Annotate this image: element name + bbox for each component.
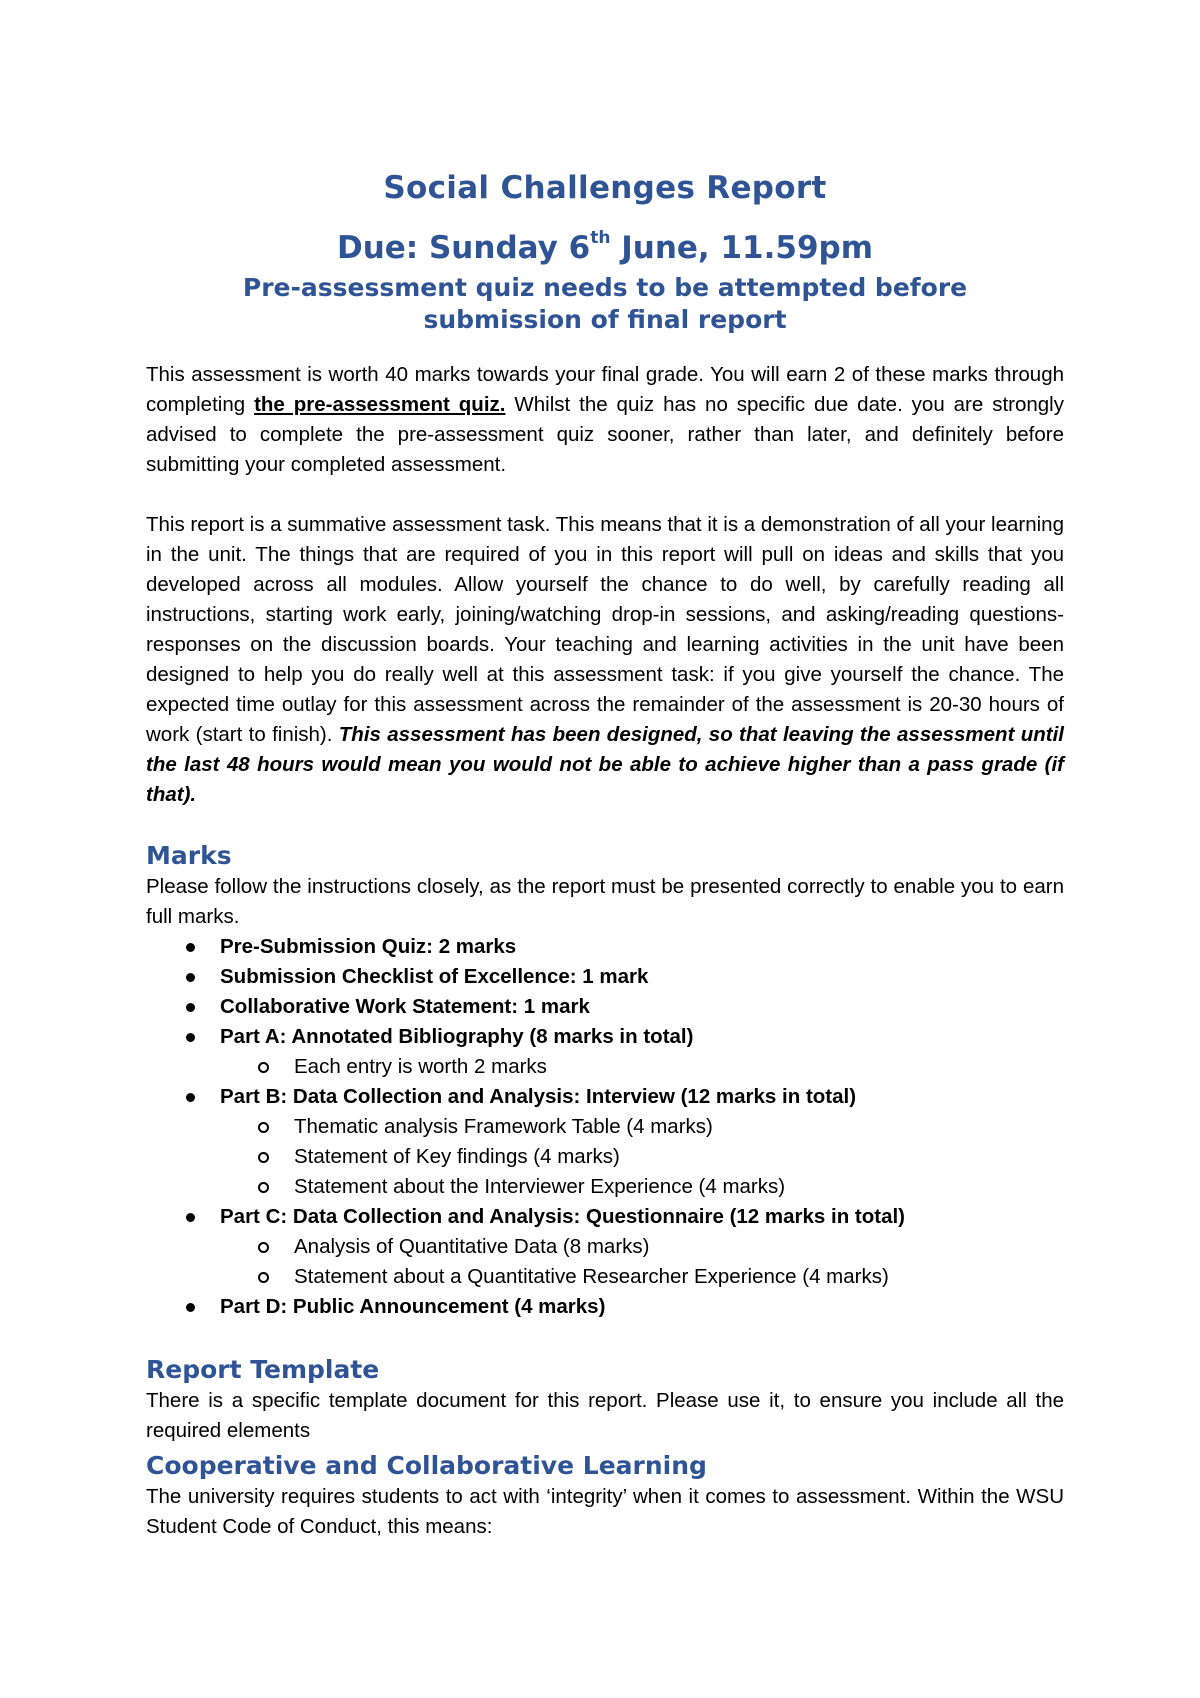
marks-list-item	[146, 1292, 1064, 1322]
subtitle-line-1: Pre-assessment quiz needs to be attempted before	[242, 273, 968, 302]
marks-subitem-label: Thematic analysis Framework Table (4 marks)	[294, 1115, 713, 1138]
marks-subitem-label: Statement about the Interviewer Experience (4 marks)	[294, 1175, 786, 1198]
marks-item-label: Pre-Submission Quiz: 2 marks	[220, 935, 517, 958]
marks-list-item	[146, 1022, 1064, 1082]
marks-sublist-item	[220, 1172, 1064, 1202]
bullet-icon	[186, 973, 195, 982]
bullet-icon	[186, 943, 195, 952]
intro-paragraph-1	[146, 360, 1064, 480]
marks-item-label: Submission Checklist of Excellence: 1 mark	[220, 965, 649, 988]
marks-heading: Marks	[146, 841, 232, 870]
bullet-icon	[186, 1093, 195, 1102]
marks-list-item	[146, 1202, 1064, 1292]
hollow-bullet-icon	[258, 1242, 269, 1253]
marks-item-label: Part B: Data Collection and Analysis: Interview (12 marks in total)	[220, 1085, 857, 1108]
marks-list	[146, 932, 1064, 1322]
marks-sublist-item	[220, 1142, 1064, 1172]
marks-sublist-item	[220, 1112, 1064, 1142]
marks-subitem-label: Statement of Key findings (4 marks)	[294, 1145, 620, 1168]
marks-sublist	[220, 1232, 1064, 1292]
bullet-icon	[186, 1033, 195, 1042]
hollow-bullet-icon	[258, 1062, 269, 1073]
document-content	[146, 168, 1064, 1542]
intro-p2-emphasis: This assessment has been designed, so that leaving the assessment until the last 48 hours would mean you would not be able to achieve higher than a pass grade (if that).	[146, 723, 1064, 806]
intro-p1-text-a: This assessment is worth 40 marks towards your final grade. You will earn 2 of these marks through completing	[146, 363, 1064, 416]
marks-list-item	[146, 932, 1064, 962]
collaborative-learning-text: The university requires students to act with ‘integrity’ when it comes to assessment. Within the WSU Student Code of Conduct, this means:	[146, 1485, 1064, 1538]
hollow-bullet-icon	[258, 1122, 269, 1133]
hollow-bullet-icon	[258, 1272, 269, 1283]
bullet-icon	[186, 1213, 195, 1222]
marks-sublist	[220, 1112, 1064, 1202]
hollow-bullet-icon	[258, 1182, 269, 1193]
marks-item-label: Part C: Data Collection and Analysis: Questionnaire (12 marks in total)	[220, 1205, 906, 1228]
document-title: Social Challenges Report	[383, 170, 827, 206]
document-subtitle	[146, 272, 1064, 336]
due-date-ordinal: th	[590, 227, 611, 248]
due-date-prefix: Due: Sunday 6	[336, 230, 591, 266]
marks-list-item	[146, 1082, 1064, 1202]
subtitle-line-2: submission of final report	[423, 305, 787, 334]
marks-list-item	[146, 992, 1064, 1022]
marks-item-label: Collaborative Work Statement: 1 mark	[220, 995, 590, 1018]
marks-intro: Please follow the instructions closely, as the report must be presented correctly to enable you to earn full marks.	[146, 875, 1064, 928]
intro-p1-text-b: Whilst the quiz has no specific due date. you are strongly advised to complete the pre-assessment quiz sooner, rather than later, and definitely before submitting your completed assessment.	[146, 393, 1064, 476]
pre-assessment-quiz-link[interactable]: the pre-assessment quiz.	[254, 393, 506, 416]
marks-sublist-item	[220, 1262, 1064, 1292]
hollow-bullet-icon	[258, 1152, 269, 1163]
bullet-icon	[186, 1303, 195, 1312]
report-template-text: There is a specific template document for this report. Please use it, to ensure you include all the required elements	[146, 1389, 1064, 1442]
marks-item-label: Part A: Annotated Bibliography (8 marks in total)	[220, 1025, 694, 1048]
due-date-rest: June, 11.59pm	[610, 230, 874, 266]
marks-list-item	[146, 962, 1064, 992]
intro-paragraph-2	[146, 510, 1064, 810]
bullet-icon	[186, 1003, 195, 1012]
marks-sublist-item	[220, 1052, 1064, 1082]
intro-p2-text: This report is a summative assessment task. This means that it is a demonstration of all your learning in the unit. The things that are required of you in this report will pull on ideas and skills that you developed across all modules. Allow yourself the chance to do well, by carefully reading all instructions, starting work early, joining/watching drop-in sessions, and asking/reading questions-responses on the discussion boards. Your teaching and learning activities in the unit have been designed to help you do really well at this assessment task: if you give yourself the chance. The expected time outlay for this assessment across the remainder of the assessment is 20-30 hours of work (start to finish).	[146, 513, 1064, 746]
marks-subitem-label: Analysis of Quantitative Data (8 marks)	[294, 1235, 650, 1258]
marks-subitem-label: Each entry is worth 2 marks	[294, 1055, 547, 1078]
marks-subitem-label: Statement about a Quantitative Researcher Experience (4 marks)	[294, 1265, 889, 1288]
marks-item-label: Part D: Public Announcement (4 marks)	[220, 1295, 606, 1318]
marks-sublist	[220, 1052, 1064, 1082]
due-date	[146, 228, 1064, 268]
report-template-heading: Report Template	[146, 1355, 380, 1384]
marks-sublist-item	[220, 1232, 1064, 1262]
collaborative-learning-heading: Cooperative and Collaborative Learning	[146, 1451, 707, 1480]
